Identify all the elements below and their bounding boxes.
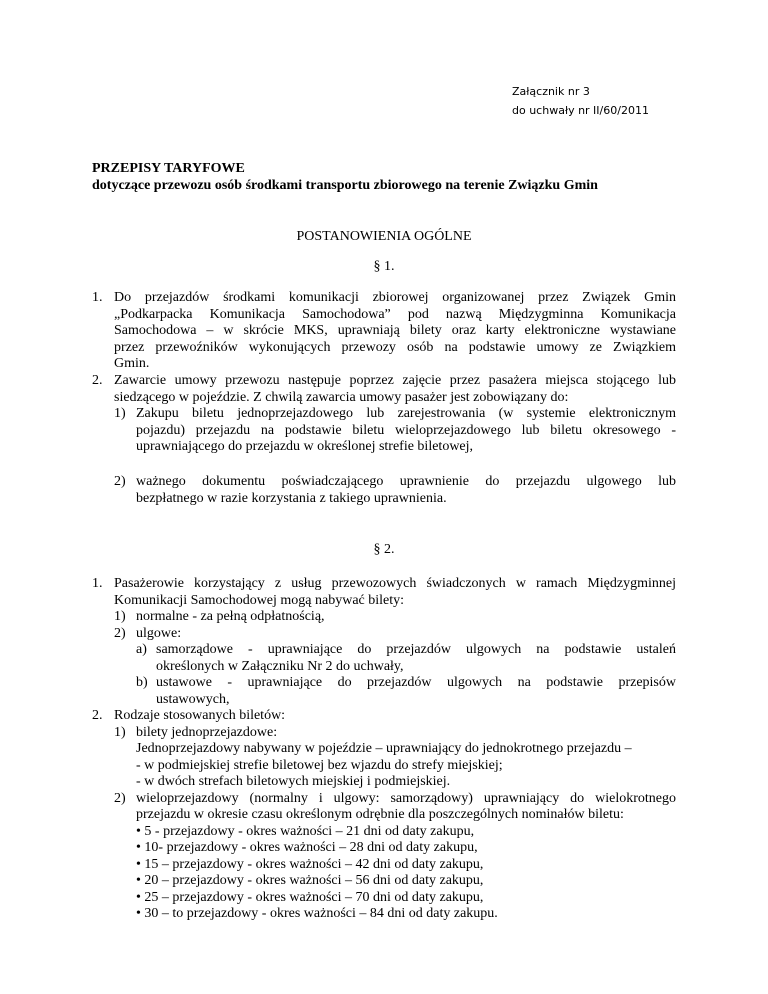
text-line: ustawowe - uprawniające do przejazdów ulgowych na podstawie przepisów [156, 675, 676, 690]
annex-line-1: Załącznik nr 3 [512, 85, 590, 98]
text-line: Zakupu biletu jednoprzejazdowego lub zarejestrowania (w systemie elektronicznym [136, 406, 676, 421]
document-title: PRZEPISY TARYFOWE [92, 161, 245, 176]
text-line: ulgowe: [136, 626, 182, 641]
subitem-number: 1) [114, 609, 126, 624]
text-line: „Podkarpacka Komunikacja Samochodowa” pod nazwą Międzygminna Komunikacja [114, 307, 676, 322]
text-line: Gmin. [114, 356, 150, 371]
bullet-item: • 15 – przejazdowy - okres ważności – 42 dni od daty zakupu, [136, 857, 484, 872]
text-line: ważnego dokumentu poświadczającego uprawnienie do przejazdu ulgowego lub [136, 474, 676, 489]
item-number: 2. [92, 708, 103, 723]
subitem-number: 2) [114, 474, 126, 489]
text-line: Jednoprzejazdowy nabywany w pojeździe – uprawniający do jednokrotnego przejazdu – [136, 741, 632, 756]
bullet-item: • 30 – to przejazdowy - okres ważności – 84 dni od daty zakupu. [136, 906, 498, 921]
text-line: Zawarcie umowy przewozu następuje poprzez zajęcie przez pasażera miejsca stojącego lub [114, 373, 676, 388]
text-line: - w dwóch strefach biletowych miejskiej i podmiejskiej. [136, 774, 451, 789]
bullet-item: • 20 – przejazdowy - okres ważności – 56 dni od daty zakupu, [136, 873, 484, 888]
text-line: wieloprzejazdowy (normalny i ulgowy: samorządowy) uprawniający do wielokrotnego [136, 791, 676, 806]
text-line: normalne - za pełną odpłatnością, [136, 609, 325, 624]
subitem-number: 1) [114, 406, 126, 421]
text-line: Samochodowa – w skrócie MKS, uprawniają bilety oraz karty elektroniczne wystawiane [114, 323, 676, 338]
text-line: przejazdu w okresie czasu określonym odrębnie dla poszczególnych nominałów biletu: [136, 807, 624, 822]
text-line: Pasażerowie korzystający z usług przewozowych świadczonych w ramach Międzygminnej [114, 576, 676, 591]
paragraph-1-mark: § 1. [373, 259, 395, 274]
text-line: pojazdu) przejazdu na podstawie biletu wieloprzejazdowego lub biletu okresowego - [136, 423, 676, 438]
section-title: POSTANOWIENIA OGÓLNE [296, 229, 472, 244]
text-line: Komunikacji Samochodowej mogą nabywać bilety: [114, 593, 405, 608]
text-line: samorządowe - uprawniające do przejazdów ulgowych na podstawie ustaleń [156, 642, 676, 657]
subitem-number: 2) [114, 626, 126, 641]
bullet-item: • 5 - przejazdowy - okres ważności – 21 dni od daty zakupu, [136, 824, 475, 839]
text-line: Rodzaje stosowanych biletów: [114, 708, 286, 723]
bullet-item: • 25 – przejazdowy - okres ważności – 70 dni od daty zakupu, [136, 890, 484, 905]
paragraph-2-mark: § 2. [373, 542, 395, 557]
annex-note [512, 82, 649, 120]
item-number: 1. [92, 576, 103, 591]
subitem-number: 2) [114, 791, 126, 806]
text-line: bilety jednoprzejazdowe: [136, 725, 278, 740]
text-line: siedzącego w pojeździe. Z chwilą zawarcia umowy pasażer jest zobowiązany do: [114, 390, 569, 405]
item-number: 2. [92, 373, 103, 388]
text-line: uprawniającego do przejazdu w określonej strefie biletowej, [136, 439, 474, 454]
item-number: 1. [92, 290, 103, 305]
subitem-letter: b) [136, 675, 148, 690]
subitem-letter: a) [136, 642, 147, 657]
text-line: - w podmiejskiej strefie biletowej bez wjazdu do strefy miejskiej; [136, 758, 503, 773]
text-line: przez przewoźników wykonujących przewozy osób na podstawie umowy ze Związkiem [114, 340, 676, 355]
text-line: określonych w Załączniku Nr 2 do uchwały, [156, 659, 404, 674]
text-line: Do przejazdów środkami komunikacji zbiorowej organizowanej przez Związek Gmin [114, 290, 676, 305]
annex-line-2: do uchwały nr II/60/2011 [512, 104, 649, 117]
subitem-number: 1) [114, 725, 126, 740]
text-line: ustawowych, [156, 692, 230, 707]
document-subtitle: dotyczące przewozu osób środkami transportu zbiorowego na terenie Związku Gmin [92, 178, 598, 193]
document-header [92, 160, 598, 194]
bullet-item: • 10- przejazdowy - okres ważności – 28 dni od daty zakupu, [136, 840, 478, 855]
text-line: bezpłatnego w razie korzystania z takiego uprawnienia. [136, 491, 447, 506]
